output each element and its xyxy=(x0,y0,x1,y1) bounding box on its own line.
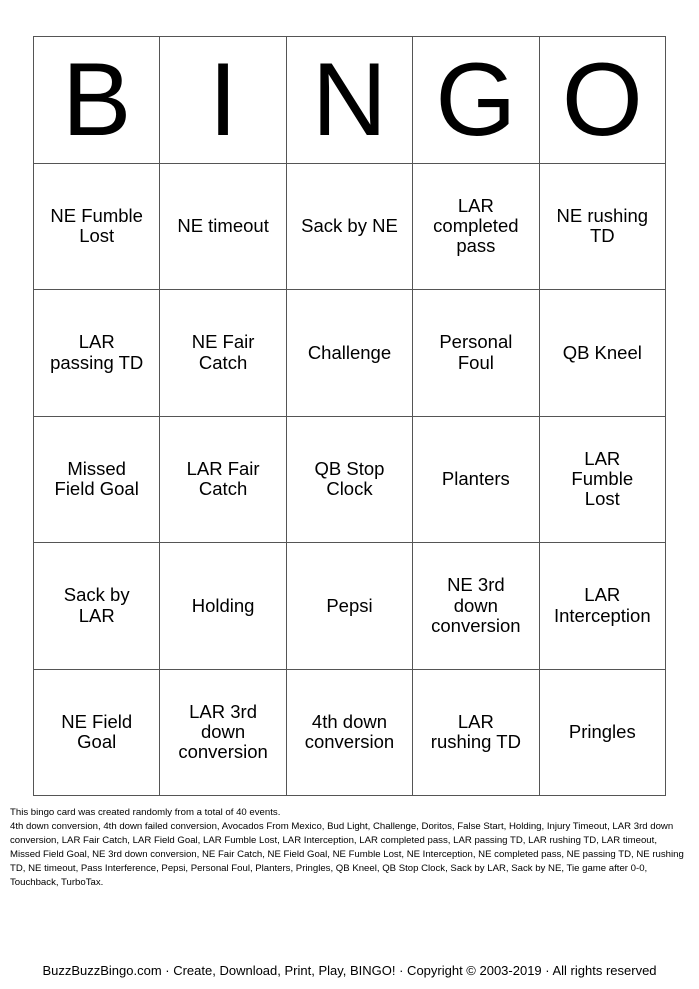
header-row xyxy=(34,37,666,164)
cell-label: QB Kneel xyxy=(562,341,642,363)
cell-label: NE Fumble Lost xyxy=(50,204,143,247)
cell-label: LAR rushing TD xyxy=(430,710,521,753)
event-note-intro: This bingo card was created randomly from a total of 40 events. xyxy=(10,807,281,818)
cell-label: NE rushing TD xyxy=(556,204,649,247)
card-cell xyxy=(160,290,286,417)
cell-label: Pringles xyxy=(568,721,636,743)
card-cell xyxy=(286,163,412,290)
cell-label: NE timeout xyxy=(177,215,269,237)
card-cell xyxy=(539,163,665,290)
card-cell xyxy=(286,543,412,670)
card-cell xyxy=(34,290,160,417)
header-letter-i: I xyxy=(160,37,286,164)
card-cell xyxy=(34,163,160,290)
cell-label: Planters xyxy=(441,468,510,490)
header-letter-b: B xyxy=(34,37,160,164)
card-row xyxy=(34,290,666,417)
cell-label: Missed Field Goal xyxy=(54,457,139,500)
cell-label: Pepsi xyxy=(326,594,373,616)
card-cell xyxy=(413,163,539,290)
cell-label: QB Stop Clock xyxy=(314,457,385,500)
card-cell xyxy=(286,290,412,417)
card-cell xyxy=(160,669,286,796)
copyright-footer: BuzzBuzzBingo.com · Create, Download, Print, Play, BINGO! · Copyright © 2003-2019 · All rights reserved xyxy=(42,963,657,978)
cell-label: LAR passing TD xyxy=(50,331,144,373)
card-cell xyxy=(34,669,160,796)
cell-label: LAR 3rd down conversion xyxy=(178,700,268,763)
card-row xyxy=(34,669,666,796)
card-cell xyxy=(413,416,539,543)
cell-label: LAR Fair Catch xyxy=(186,457,260,500)
cell-label: NE Field Goal xyxy=(61,710,133,753)
card-cell xyxy=(413,290,539,417)
card-cell xyxy=(34,416,160,543)
card-cell xyxy=(413,669,539,796)
card-cell xyxy=(286,669,412,796)
card-row xyxy=(34,543,666,670)
cell-label: NE Fair Catch xyxy=(191,331,255,373)
cell-label: LAR Fumble Lost xyxy=(571,447,634,510)
cell-label: Sack by NE xyxy=(301,215,398,237)
cell-label: LAR completed pass xyxy=(433,194,519,257)
cell-label: LAR Interception xyxy=(553,584,651,626)
card-cell xyxy=(539,669,665,796)
card-cell xyxy=(539,416,665,543)
cell-label: Personal Foul xyxy=(439,331,513,373)
card-cell xyxy=(160,543,286,670)
card-cell xyxy=(413,543,539,670)
cell-label: Holding xyxy=(191,594,255,616)
card-row xyxy=(34,163,666,290)
card-cell xyxy=(34,543,160,670)
event-list: 4th down conversion, 4th down failed conversion, Avocados From Mexico, Bud Light, Challenge, Doritos, False Start, Holding, Injury Timeout, LAR 3rd down conversion, LAR Fair Catch, LAR Field Goal, LAR Fumble Lost, LAR Interception, LAR completed pass, LAR passing TD, LAR rushing TD, LAR timeout, Missed Field Goal, NE 3rd down conversion, NE Fair Catch, NE Field Goal, NE Fumble Lost, NE Interception, NE completed pass, NE passing TD, NE rushing TD, NE timeout, Pass Interference, Pepsi, Personal Foul, Planters, Pringles, QB Kneel, QB Stop Clock, Sack by LAR, Sack by NE, Tie game after 0-0, Touchback, TurboTax. xyxy=(10,821,684,888)
card-cell xyxy=(286,416,412,543)
card-cell xyxy=(160,416,286,543)
header-letter-o: O xyxy=(539,37,665,164)
bingo-card xyxy=(33,36,666,796)
header-letter-n: N xyxy=(286,37,412,164)
cell-label: Sack by LAR xyxy=(63,584,130,626)
cell-label: Challenge xyxy=(307,341,392,363)
card-row xyxy=(34,416,666,543)
cell-label: NE 3rd down conversion xyxy=(431,574,521,636)
event-note xyxy=(10,806,690,890)
header-letter-g: G xyxy=(413,37,539,164)
card-cell xyxy=(539,543,665,670)
cell-label: 4th down conversion xyxy=(304,710,395,753)
card-cell xyxy=(539,290,665,417)
card-cell xyxy=(160,163,286,290)
